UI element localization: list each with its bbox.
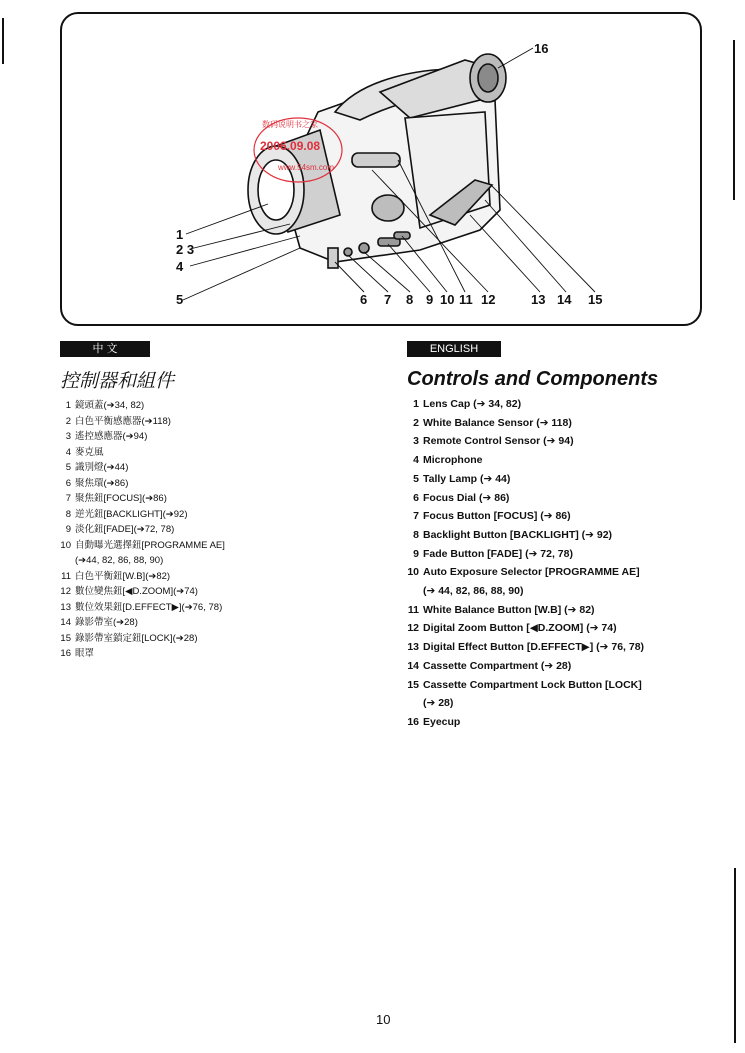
list-item xyxy=(57,615,337,631)
item-text: White Balance Sensor (➔ 118) xyxy=(423,416,572,429)
list-item xyxy=(57,445,337,461)
item-number: 6 xyxy=(413,491,419,504)
item-text: 麥克風 xyxy=(75,446,104,458)
item-text: Fade Button [FADE] (➔ 72, 78) xyxy=(423,547,573,560)
item-text: Digital Effect Button [D.EFFECT▶] (➔ 76, 78) xyxy=(423,641,645,654)
list-item xyxy=(57,538,337,569)
english-component-list xyxy=(405,395,705,732)
list-item xyxy=(405,601,705,620)
list-item xyxy=(57,569,337,585)
callout-4: 4 xyxy=(176,259,184,274)
item-number: 10 xyxy=(60,539,71,551)
item-text: Cassette Compartment Lock Button [LOCK] xyxy=(423,678,642,691)
camcorder-illustration xyxy=(0,0,745,330)
item-number: 2 xyxy=(65,415,71,427)
item-continuation: (➔44, 82, 86, 88, 90) xyxy=(75,555,164,566)
list-item xyxy=(57,507,337,523)
list-item xyxy=(57,414,337,430)
list-item xyxy=(57,398,337,414)
item-number: 10 xyxy=(407,566,419,579)
grip-button xyxy=(328,248,338,268)
stamp-url: www.54sm.com xyxy=(278,163,335,172)
item-text: 淡化鈕[FADE](➔72, 78) xyxy=(75,524,175,535)
item-text: 數位效果鈕[D.EFFECT▶](➔76, 78) xyxy=(75,601,223,613)
chinese-title: 控制器和組件 xyxy=(60,370,175,392)
list-item xyxy=(405,526,705,545)
item-number: 8 xyxy=(65,508,71,520)
item-number: 6 xyxy=(65,477,71,489)
backlight-button xyxy=(359,243,369,253)
item-number: 13 xyxy=(407,641,419,654)
item-text: Tally Lamp (➔ 44) xyxy=(423,472,511,485)
wb-button xyxy=(394,232,410,239)
callout-14: 14 xyxy=(557,292,572,307)
list-item xyxy=(57,600,337,616)
list-item xyxy=(405,507,705,526)
item-number: 4 xyxy=(413,454,419,467)
list-item xyxy=(405,451,705,470)
list-item xyxy=(405,713,705,732)
item-number: 4 xyxy=(65,446,71,458)
chinese-component-list xyxy=(57,398,337,662)
list-item xyxy=(57,429,337,445)
item-text: Cassette Compartment (➔ 28) xyxy=(423,659,572,672)
item-number: 1 xyxy=(65,400,71,411)
item-continuation: (➔ 44, 82, 86, 88, 90) xyxy=(423,585,524,598)
list-item xyxy=(405,414,705,433)
focus-button xyxy=(344,248,352,256)
english-section-tab: ENGLISH xyxy=(407,341,501,357)
callout-13: 13 xyxy=(531,292,546,307)
callout-1: 1 xyxy=(176,227,184,242)
item-text: Backlight Button [BACKLIGHT] (➔ 92) xyxy=(423,528,613,541)
list-item xyxy=(405,676,705,713)
item-text: 白色平衡感應器(➔118) xyxy=(75,415,171,427)
list-item xyxy=(405,432,705,451)
callout-12: 12 xyxy=(481,292,496,307)
stamp-text-1: 数码说明书之家 xyxy=(262,120,318,129)
item-number: 9 xyxy=(413,547,419,560)
item-text: Eyecup xyxy=(423,715,461,728)
item-number: 2 xyxy=(413,416,419,429)
callout-7: 7 xyxy=(384,292,392,307)
item-number: 14 xyxy=(407,659,419,672)
item-number: 7 xyxy=(65,493,71,504)
item-text: Remote Control Sensor (➔ 94) xyxy=(423,435,574,448)
callout-16: 16 xyxy=(534,41,549,56)
item-number: 3 xyxy=(65,431,71,442)
item-number: 15 xyxy=(60,632,71,644)
item-text: 眼罩 xyxy=(75,648,95,659)
item-text: Digital Zoom Button [◀D.ZOOM] (➔ 74) xyxy=(423,622,617,635)
list-item xyxy=(57,460,337,476)
item-text: 數位變焦鈕[◀D.ZOOM](➔74) xyxy=(75,586,198,597)
callout-2-3: 2 3 xyxy=(176,242,195,257)
item-number: 7 xyxy=(413,510,419,523)
item-number: 8 xyxy=(413,528,419,541)
item-number: 11 xyxy=(407,603,419,616)
item-text: Lens Cap (➔ 34, 82) xyxy=(423,398,522,410)
item-text: 自動曝光選擇鈕[PROGRAMME AE] xyxy=(75,539,225,551)
item-number: 5 xyxy=(65,462,71,473)
item-text: 逆光鈕[BACKLIGHT](➔92) xyxy=(75,508,188,520)
english-title: Controls and Components xyxy=(407,368,659,390)
list-item xyxy=(57,631,337,647)
item-text: Microphone xyxy=(423,454,483,467)
item-continuation: (➔ 28) xyxy=(423,697,454,710)
list-item xyxy=(405,638,705,657)
item-number: 15 xyxy=(407,678,419,691)
item-number: 5 xyxy=(413,472,419,485)
callout-8: 8 xyxy=(406,292,414,307)
chinese-section-tab: 中 文 xyxy=(60,341,150,357)
item-text: 鏡頭蓋(➔34, 82) xyxy=(75,400,145,411)
item-text: 識別燈(➔44) xyxy=(75,462,129,473)
display-window xyxy=(352,153,400,167)
callout-10: 10 xyxy=(440,292,455,307)
list-item xyxy=(405,619,705,638)
list-item xyxy=(405,545,705,564)
callout-15: 15 xyxy=(588,292,603,307)
item-number: 9 xyxy=(65,524,71,535)
list-item xyxy=(405,657,705,676)
list-item xyxy=(405,563,705,600)
callout-11: 11 xyxy=(459,292,473,307)
callout-9: 9 xyxy=(426,292,434,307)
item-text: 聚焦鈕[FOCUS](➔86) xyxy=(75,493,167,504)
list-item xyxy=(57,584,337,600)
item-number: 12 xyxy=(407,622,419,635)
item-text: Focus Button [FOCUS] (➔ 86) xyxy=(423,510,571,523)
item-text: 錄影帶室鎖定鈕[LOCK](➔28) xyxy=(75,632,198,644)
item-number: 11 xyxy=(61,570,71,582)
list-item xyxy=(57,646,337,662)
item-number: 12 xyxy=(60,586,71,597)
watermark-stamp xyxy=(252,115,344,185)
list-item xyxy=(405,489,705,508)
item-number: 3 xyxy=(413,435,419,448)
item-number: 1 xyxy=(413,398,419,410)
item-number: 14 xyxy=(60,617,71,628)
item-number: 16 xyxy=(407,715,419,728)
item-number: 16 xyxy=(60,648,71,659)
item-text: 白色平衡鈕[W.B](➔82) xyxy=(75,570,171,582)
list-item xyxy=(405,395,705,414)
right-margin-mark-bottom xyxy=(734,868,736,1043)
item-text: 聚焦環(➔86) xyxy=(75,477,129,489)
item-text: 遙控感應器(➔94) xyxy=(75,431,148,442)
item-text: White Balance Button [W.B] (➔ 82) xyxy=(423,603,595,616)
callout-5: 5 xyxy=(176,292,184,307)
item-text: Auto Exposure Selector [PROGRAMME AE] xyxy=(423,566,640,579)
list-item xyxy=(405,470,705,489)
item-text: Focus Dial (➔ 86) xyxy=(423,491,510,504)
item-number: 13 xyxy=(60,601,71,613)
stamp-date: 2006.09.08 xyxy=(260,139,321,153)
callout-6: 6 xyxy=(360,292,368,307)
page-number: 10 xyxy=(376,1012,391,1027)
list-item xyxy=(57,522,337,538)
list-item xyxy=(57,491,337,507)
list-item xyxy=(57,476,337,492)
item-text: 錄影帶室(➔28) xyxy=(75,617,138,628)
